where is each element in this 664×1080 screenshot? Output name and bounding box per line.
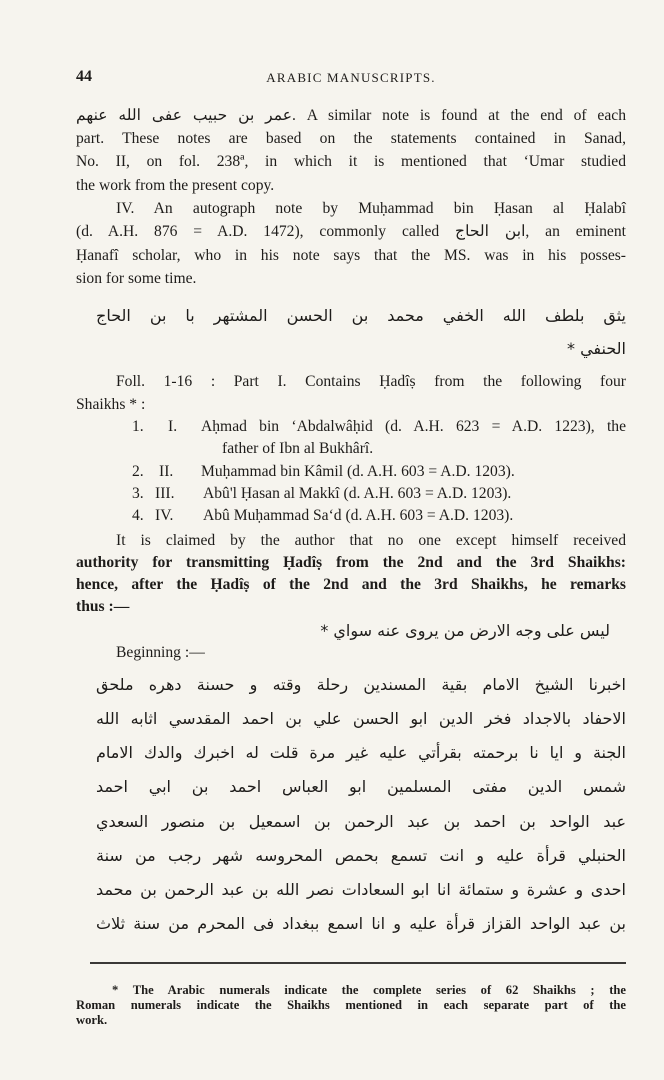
shaikh-entry: Abû'l Ḥasan al Makkî (d. A.H. 603 = A.D. 1203). bbox=[203, 485, 512, 502]
arabic-note-line: يثق بلطف الله الخفي محمد بن الحسن المشتهر با بن الحاج bbox=[96, 306, 626, 325]
shaikh-roman: I. bbox=[168, 418, 178, 435]
footnote-divider bbox=[90, 962, 626, 964]
para2-line: (d. A.H. 876 = A.D. 1472), commonly called ابن الحاج, an eminent bbox=[76, 223, 626, 240]
shaikh-number: 1. bbox=[132, 418, 144, 435]
arabic-text-line: شمس الدين مفتى المسلمين ابو العباس احمد بن ابي احمد bbox=[96, 777, 626, 796]
shaikh-number: 2. bbox=[132, 463, 144, 480]
arabic-note-line: الحنفي * bbox=[567, 339, 626, 358]
page-number: 44 bbox=[76, 68, 92, 85]
para1-line: No. II, on fol. 238ª, in which it is mentioned that ‘Umar studied bbox=[76, 153, 626, 170]
para4-line: authority for transmitting Ḥadîṣ from the 2nd and the 3rd Shaikhs: bbox=[76, 554, 626, 571]
shaikh-entry-continued: father of Ibn al Bukhârî. bbox=[222, 440, 374, 457]
para1-line: عمر بن حبيب عفى الله عنهم. A similar note is found at the end of each bbox=[76, 107, 626, 124]
arabic-remark: ليس على وجه الارض من يروى عنه سواي * bbox=[320, 621, 610, 640]
shaikh-number: 4. bbox=[132, 507, 144, 524]
footnote-line: * The Arabic numerals indicate the complete series of 62 Shaikhs ; the bbox=[112, 983, 626, 997]
para4-line: It is claimed by the author that no one except himself received bbox=[116, 532, 626, 549]
shaikh-roman: III. bbox=[155, 485, 175, 502]
para2-line: Ḥanafî scholar, who in his note says that the MS. was in his posses- bbox=[76, 247, 626, 264]
shaikh-entry: Muḥammad bin Kâmil (d. A.H. 603 = A.D. 1203). bbox=[201, 463, 515, 480]
shaikh-number: 3. bbox=[132, 485, 144, 502]
para1-line: part. These notes are based on the statements contained in Sanad, bbox=[76, 130, 626, 147]
shaikh-entry: Aḥmad bin ‘Abdalwâḥid (d. A.H. 623 = A.D. 1223), the bbox=[201, 418, 626, 435]
shaikh-roman: IV. bbox=[155, 507, 174, 524]
footnote-line: Roman numerals indicate the Shaikhs mentioned in each separate part of the bbox=[76, 998, 626, 1012]
arabic-text-line: عبد الواحد بن احمد بن عبد الرحمن بن اسمعيل بن منصور السعدي bbox=[96, 812, 626, 831]
arabic-text-line: الحنبلي قرأة عليه و انت تسمع بحمص المحروسه شهر رجب من سنة bbox=[96, 846, 626, 865]
arabic-text-line: احدى و عشرة و ستمائة انا ابو السعادات نصر الله بن عبد الرحمن بن محمد bbox=[96, 880, 626, 899]
para4-line: thus :— bbox=[76, 598, 130, 615]
running-title: ARABIC MANUSCRIPTS. bbox=[266, 70, 436, 85]
arabic-text-line: الاحفاد بالاجداد فخر الدين ابو الحسن علي بن احمد المقدسي اثابه الله bbox=[96, 709, 626, 728]
shaikh-entry: Abû Muḥammad Sa‘d (d. A.H. 603 = A.D. 1203). bbox=[203, 507, 514, 524]
para4-line: hence, after the Ḥadîṣ of the 2nd and the 3rd Shaikhs, he remarks bbox=[76, 576, 626, 593]
shaikh-roman: II. bbox=[159, 463, 174, 480]
beginning-label: Beginning :— bbox=[116, 644, 205, 661]
arabic-text-line: اخبرنا الشيخ الامام بقية المسندين رحلة وقته و حسنة دهره ملحق bbox=[96, 675, 626, 694]
arabic-text-line: الجنة و ايا نا برحمته بقرأتي عليه غير مرة قلت له اخبرك والدك الامام bbox=[96, 743, 626, 762]
para2-line: sion for some time. bbox=[76, 270, 197, 287]
arabic-text-line: بن عبد الواحد القزاز قرأة عليه و انا اسمع ببغداد فى المحرم من سنة ثلاث bbox=[96, 914, 626, 933]
footnote-line: work. bbox=[76, 1013, 108, 1027]
para3-line: Shaikhs * : bbox=[76, 396, 146, 413]
para2-line: IV. An autograph note by Muḥammad bin Ḥasan al Ḥalabî bbox=[116, 200, 626, 217]
para1-line: the work from the present copy. bbox=[76, 177, 275, 194]
para3-line: Foll. 1-16 : Part I. Contains Ḥadîṣ from the following four bbox=[116, 373, 626, 390]
